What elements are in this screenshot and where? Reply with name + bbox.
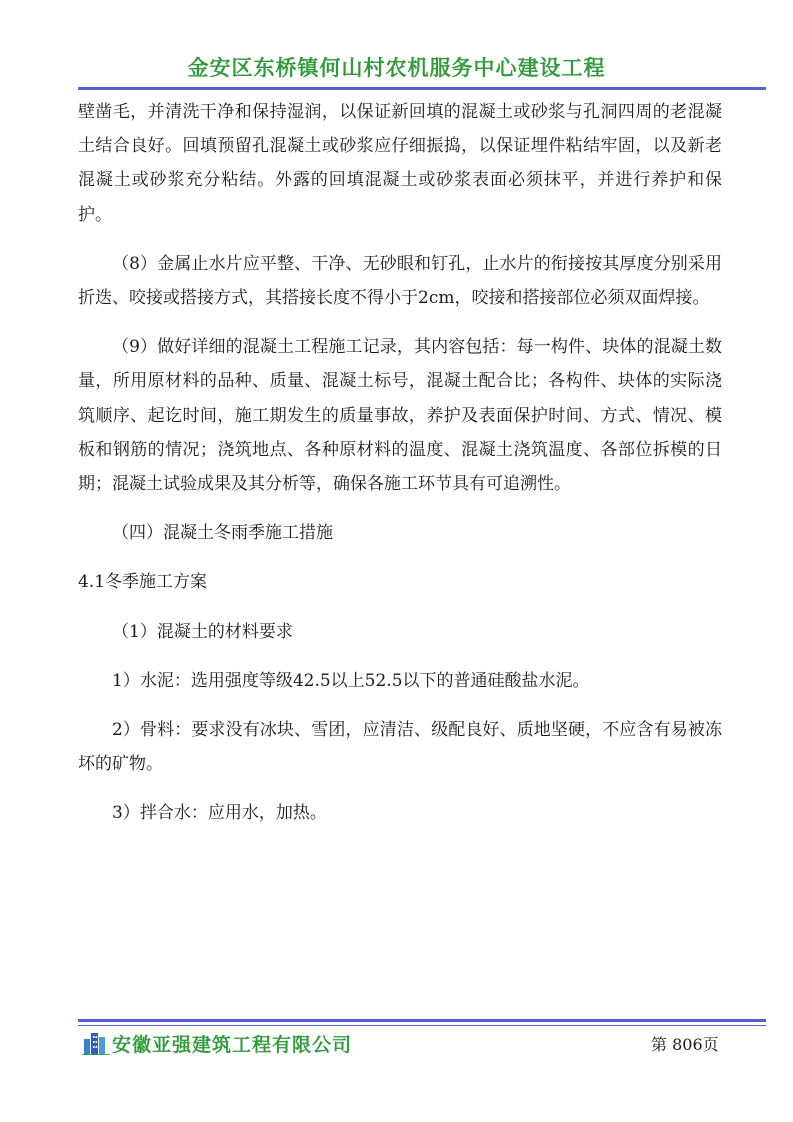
subsection-heading: 4.1冬季施工方案 bbox=[78, 572, 208, 593]
paragraph-continuation: 壁凿毛，并清洗干净和保持湿润，以保证新回填的混凝土或砂浆与孔洞四周的老混凝土结合良好。回填预留孔混凝土或砂浆应仔细振捣，以保证埋件粘结牢固，以及新老混凝土或砂浆充分粘结。外露的回填混凝土或砂浆表面必须抹平，并进行养护和保护。 bbox=[78, 102, 722, 225]
building-logo-icon bbox=[82, 1029, 110, 1055]
body-text bbox=[78, 95, 722, 831]
footer-rule-thick bbox=[78, 1019, 766, 1022]
list-item-water: 3）拌合水：应用水，加热。 bbox=[112, 803, 327, 824]
page-header-title: 金安区东桥镇何山村农机服务中心建设工程 bbox=[187, 56, 606, 80]
list-item-aggregate: 2）骨料：要求没有冰块、雪团，应清洁、级配良好、质地坚硬，不应含有易被冻坏的矿物。 bbox=[78, 720, 722, 775]
section-heading: （四）混凝土冬雨季施工措施 bbox=[112, 523, 333, 544]
footer-rule-thin bbox=[78, 1025, 766, 1026]
footer-company-name: 安徽亚强建筑工程有限公司 bbox=[112, 1034, 353, 1056]
paragraph-item-8: （8）金属止水片应平整、干净、无砂眼和钉孔，止水片的衔接按其厚度分别采用折迭、咬接或搭接方式，其搭接长度不得小于2cm，咬接和搭接部位必须双面焊接。 bbox=[78, 253, 722, 309]
header-rule bbox=[78, 87, 766, 90]
item-heading: （1）混凝土的材料要求 bbox=[112, 621, 293, 642]
paragraph-item-9: （9）做好详细的混凝土工程施工记录，其内容包括：每一构件、块体的混凝土数量，所用原材料的品种、质量、混凝土标号，混凝土配合比；各构件、块体的实际浇筑顺序、起讫时间，施工期发生的质量事故，养护及表面保护时间、方式、情况、模板和钢筋的情况；浇筑地点、各种原材料的温度、混凝土浇筑温度、各部位拆模的日期；混凝土试验成果及其分析等，确保各施工环节具有可追溯性。 bbox=[78, 337, 722, 495]
list-item-cement: 1）水泥：选用强度等级42.5以上52.5以下的普通硅酸盐水泥。 bbox=[112, 670, 590, 691]
page-number: 第 806页 bbox=[651, 1035, 719, 1054]
